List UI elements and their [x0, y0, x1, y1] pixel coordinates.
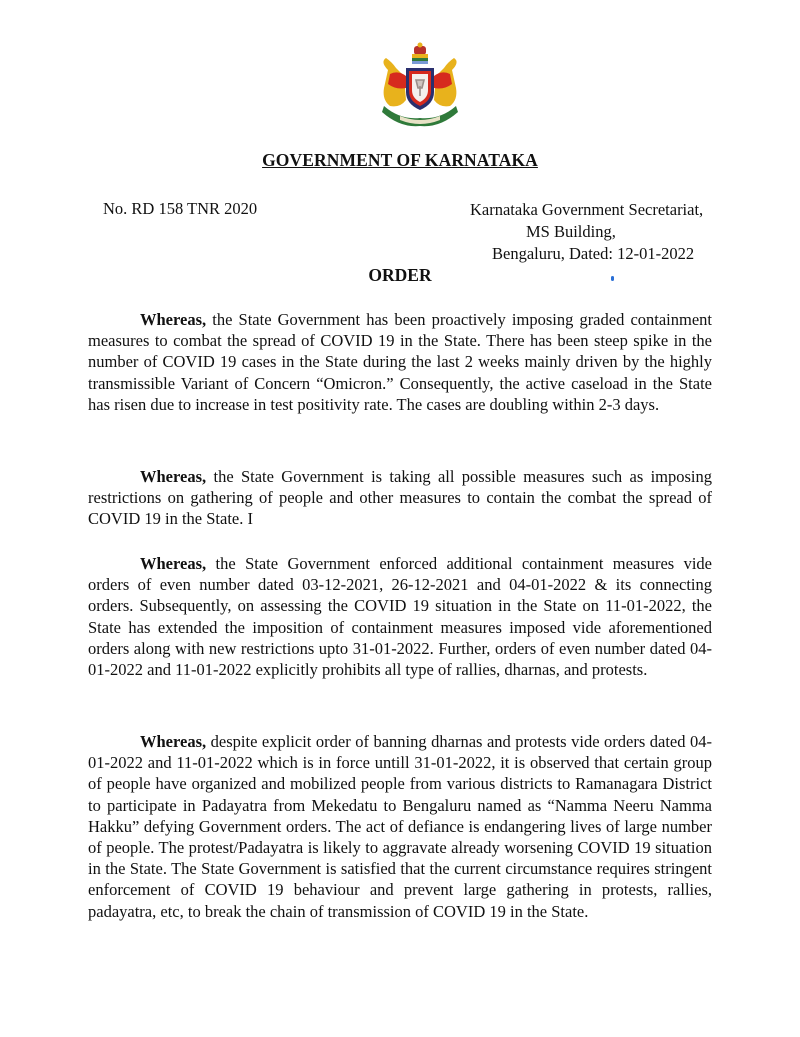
address-line-3-date: Bengaluru, Dated: 12-01-2022	[492, 244, 695, 263]
order-number: No. RD 158 TNR 2020	[103, 199, 258, 218]
whereas-paragraph-3	[88, 553, 712, 680]
document-title: GOVERNMENT OF KARNATAKA	[262, 150, 538, 170]
paragraph-lead: Whereas,	[140, 554, 207, 573]
whereas-paragraph-1	[88, 309, 712, 415]
paragraph-text: the State Government is taking all possible measures such as imposing restrictions on gathering of people and other measures to contain the combat the spread of COVID 19 in the State. I	[88, 467, 712, 529]
order-heading: ORDER	[368, 265, 432, 285]
whereas-paragraph-4	[88, 731, 712, 922]
paragraph-lead: Whereas,	[140, 732, 207, 751]
paragraph-text: despite explicit order of banning dharnas and protests vide orders dated 04-01-2022 and 11-01-2022 which is in force untill 31-01-2022, it is observed that certain group of people have organized and mobilized people from various districts to Ramanagara District to participate in Padayatra from Mekedatu to Bengaluru named as “Namma Neeru Namma Hakku” defying Government orders. The act of defiance is endangering lives of large number of people. The protest/Padayatra is likely to aggravate already worsening COVID 19 situation in the State. The State Government is satisfied that the current circumstance requires stringent enforcement of COVID 19 behaviour and prevent large gathering in protests, rallies, padayatra, etc, to break the chain of transmission of COVID 19 in the State.	[88, 732, 712, 921]
paragraph-lead: Whereas,	[140, 467, 207, 486]
address-line-1: Karnataka Government Secretariat,	[470, 200, 704, 219]
paragraph-text: the State Government enforced additional containment measures vide orders of even number dated 03-12-2021, 26-12-2021 and 04-01-2022 & its connecting orders. Subsequently, on assessing the COVID 19 situation in the State on 11-01-2022, the State has extended the imposition of containment measures imposed vide aforementioned orders along with new restrictions upto 31-01-2022. Further, orders of even number dated 04-01-2022 and 11-01-2022 explicitly prohibits all type of rallies, dharnas, and protests.	[88, 554, 712, 680]
paragraph-text: the State Government has been proactively imposing graded containment measures to combat the spread of COVID 19 in the State. There has been steep spike in the number of COVID 19 cases in the State during the last 2 weeks mainly driven by the highly transmissible Variant of Concern “Omicron.” Consequently, the active caseload in the State has risen due to increase in test positivity rate. The cases are doubling within 2-3 days.	[88, 310, 712, 414]
karnataka-emblem-icon	[370, 40, 470, 132]
issuing-office-address	[470, 199, 760, 265]
whereas-paragraph-2	[88, 466, 712, 530]
address-line-2: MS Building,	[526, 222, 616, 241]
stray-mark	[611, 276, 614, 281]
paragraph-lead: Whereas,	[140, 310, 207, 329]
